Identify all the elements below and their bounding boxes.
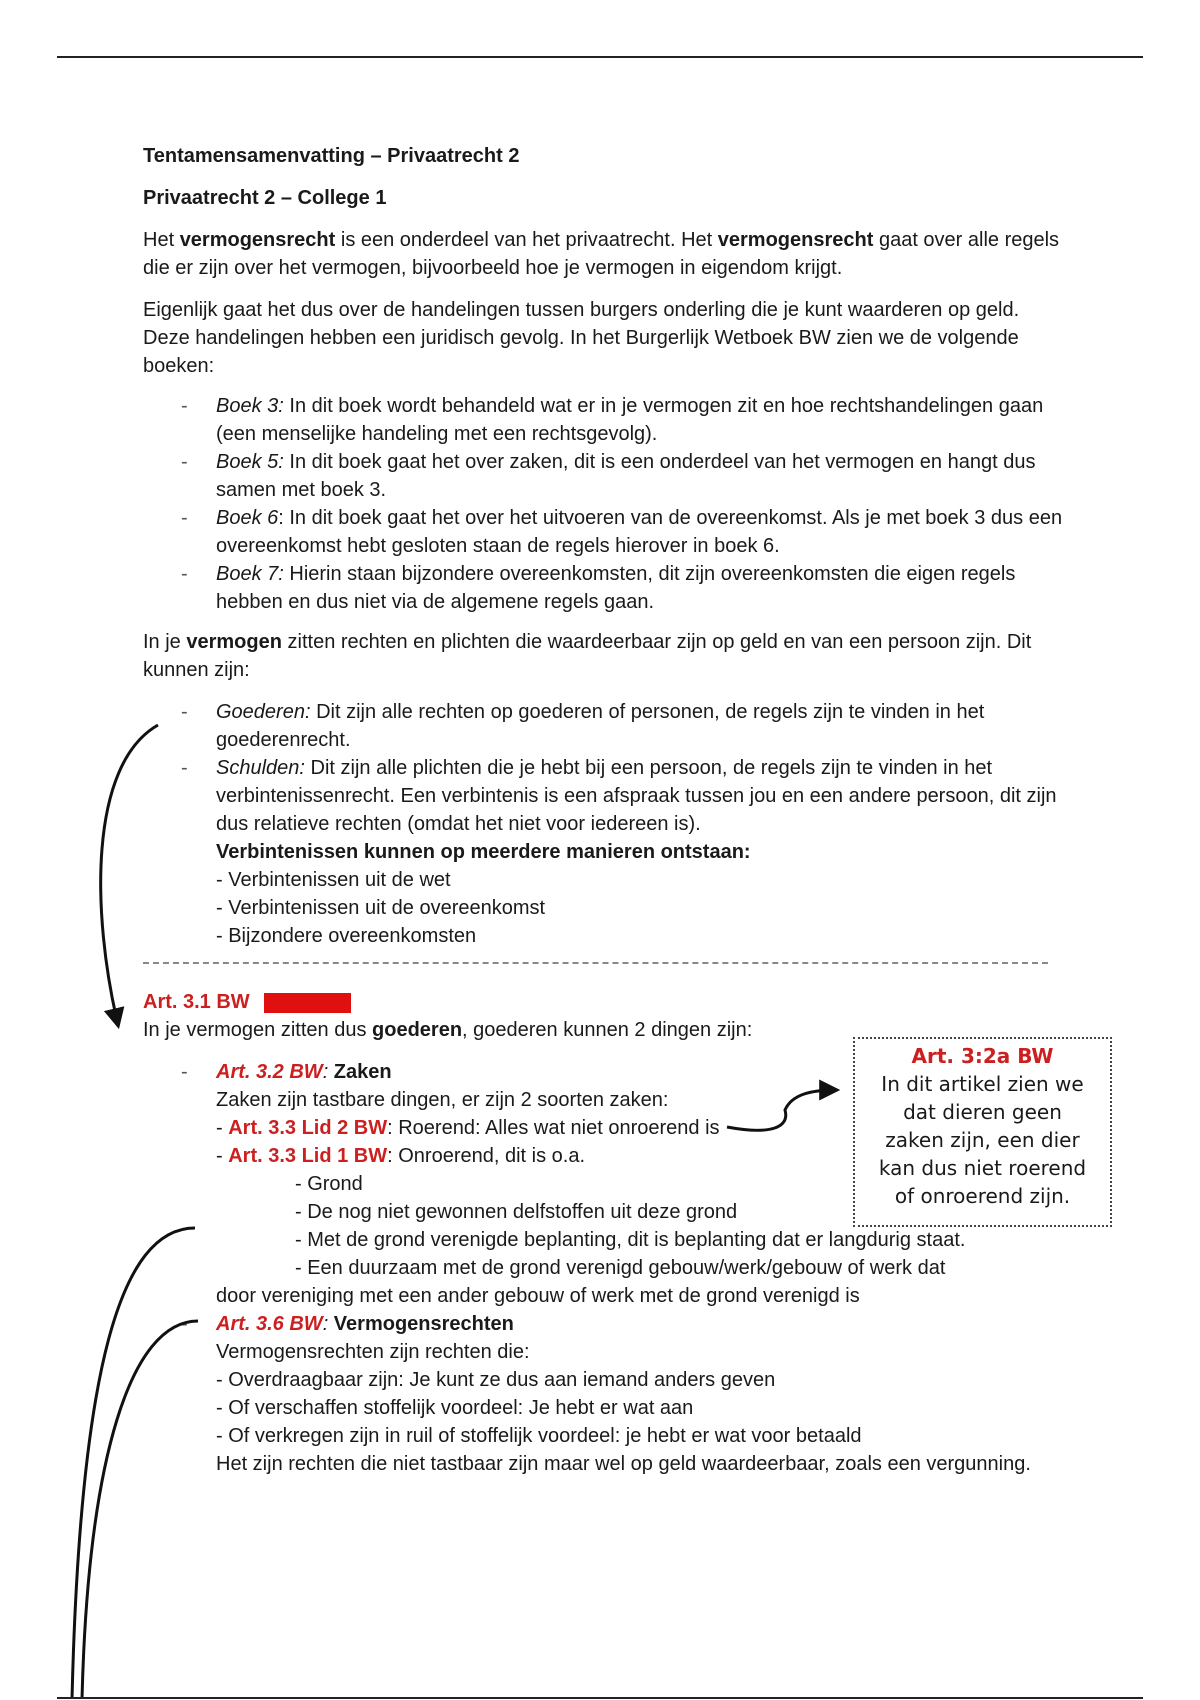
schulden-item: - Schulden: Dit zijn alle plichten die je hebt bij een persoon, de regels zijn te vinden in het verbintenissenrecht. Een verbintenis is een afspraak tussen jou en een andere persoon, dit zijn dus relatieve rechten (omdat het niet voor iedereen is). Verbintenissen kunnen op meerdere manieren ontstaan: - Verbintenissen uit de wet - Verbintenissen uit de overeenkomst - Bijzondere overeenkomsten	[143, 754, 1063, 950]
roerend-line: - Art. 3.3 Lid 2 BW: Roerend: Alles wat niet onroerend is	[216, 1117, 720, 1139]
arrow-goederen-to-art31	[101, 725, 158, 1025]
callout-title: Art. 3:2a BW	[911, 1044, 1054, 1068]
zaken-item: - Art. 3.2 BW: Zaken Zaken zijn tastbare dingen, er zijn 2 soorten zaken: - Art. 3.3 Lid 2 BW: Roerend: Alles wat niet onroerend is - Art. 3.3 Lid 1 BW: Onroerend, dit is o.a. - Grond - De nog niet gewonnen delfstoffen uit deze grond - Met de grond verenigde beplanting, dit is beplanting dat er langdurig staat. - Een duurzaam met de grond verenigd gebouw/werk/gebouw of werk dat door vereniging met een ander gebouw of werk met de grond verenigd is	[143, 1058, 1063, 1310]
footer-rule	[57, 1697, 1143, 1699]
bracket-curve-upper	[72, 1228, 195, 1699]
section-title: Privaatrecht 2 – College 1	[143, 187, 387, 209]
list-item: - Een duurzaam met de grond verenigd gebouw/werk/gebouw of werk dat	[295, 1257, 946, 1279]
vermogen-paragraph: In je vermogen zitten rechten en plichten die waardeerbaar zijn op geld en van een persoon zijn. Dit kunnen zijn:	[143, 631, 1032, 681]
callout-line: dat dieren geen	[903, 1100, 1062, 1124]
vermogensrechten-intro: Vermogensrechten zijn rechten die:	[216, 1341, 530, 1363]
onroerend-line: - Art. 3.3 Lid 1 BW: Onroerend, dit is o.a.	[216, 1145, 586, 1167]
verbintenissen-heading: Verbintenissen kunnen op meerdere manieren ontstaan:	[216, 841, 751, 863]
list-item: - Met de grond verenigde beplanting, dit is beplanting dat er langdurig staat.	[295, 1229, 966, 1251]
list-item: - Of verkregen zijn in ruil of stoffelijk voordeel: je hebt er wat voor betaald	[216, 1425, 862, 1447]
callout-line: zaken zijn, een dier	[885, 1128, 1080, 1152]
zaken-intro: Zaken zijn tastbare dingen, er zijn 2 soorten zaken:	[216, 1089, 669, 1111]
callout-line: of onroerend zijn.	[894, 1184, 1071, 1208]
list-item: - Boek 7: Hierin staan bijzondere overeenkomsten, dit zijn overeenkomsten die eigen regels hebben en dus niet via de algemene regels gaan.	[143, 560, 1063, 616]
list-item: - Grond	[295, 1173, 363, 1195]
list-item: - Of verschaffen stoffelijk voordeel: Je hebt er wat aan	[216, 1397, 694, 1419]
vermogensrechten-outro: Het zijn rechten die niet tastbaar zijn maar wel op geld waardeerbaar, zoals een vergunning.	[216, 1453, 1031, 1475]
list-item: - Overdraagbaar zijn: Je kunt ze dus aan iemand anders geven	[216, 1369, 776, 1391]
list-item: - Boek 3: In dit boek wordt behandeld wat er in je vermogen zit en hoe rechtshandelingen gaan (een menselijke handeling met een rechtsgevolg).	[143, 392, 1063, 448]
list-item: - Verbintenissen uit de wet	[216, 869, 451, 891]
list-item: - Boek 5: In dit boek gaat het over zaken, dit is een onderdeel van het vermogen en hangt dus samen met boek 3.	[143, 448, 1063, 504]
list-item: - Verbintenissen uit de overeenkomst	[216, 897, 546, 919]
goederen-line: In je vermogen zitten dus goederen, goederen kunnen 2 dingen zijn:	[143, 1019, 753, 1041]
list-item: - Bijzondere overeenkomsten	[216, 925, 477, 947]
list-item: - Boek 6: In dit boek gaat het over het uitvoeren van de overeenkomst. Als je met boek 3 dus een overeenkomst hebt gesloten staan de regels hierover in boek 6.	[143, 504, 1063, 560]
bw-paragraph: Eigenlijk gaat het dus over de handelingen tussen burgers onderling die je kunt waarderen op geld. Deze handelingen hebben een juridisch gevolg. In het Burgerlijk Wetboek BW zien we de volgende boeken:	[143, 299, 1020, 377]
intro-paragraph: Het vermogensrecht is een onderdeel van het privaatrecht. Het vermogensrecht gaat over alle regels die er zijn over het vermogen, bijvoorbeeld hoe je vermogen in eigendom krijgt.	[143, 229, 1060, 279]
callout-line: kan dus niet roerend	[878, 1156, 1087, 1180]
arrow-zaken-to-callout	[727, 1090, 836, 1130]
list-item: - De nog niet gewonnen delfstoffen uit deze grond	[295, 1201, 738, 1223]
callout-line: In dit artikel zien we	[881, 1072, 1084, 1096]
goederen-item: - Goederen: Dit zijn alle rechten op goederen of personen, de regels zijn te vinden in het goederenrecht.	[143, 698, 1063, 754]
document-title: Tentamensamenvatting – Privaatrecht 2	[143, 145, 520, 167]
art-3-1-heading: Art. 3.1 BW	[143, 988, 1063, 1016]
vermogensrechten-item: - Art. 3.6 BW: Vermogensrechten Vermogensrechten zijn rechten die: - Overdraagbaar zijn: Je kunt ze dus aan iemand anders geven - Of verschaffen stoffelijk voordeel: Je hebt er wat aan - Of verkregen zijn in ruil of stoffelijk voordeel: je hebt er wat voor betaald Het zijn rechten die niet tastbaar zijn maar wel op geld waardeerbaar, zoals een vergunning.	[143, 1310, 1063, 1478]
onroerend-continuation: door vereniging met een ander gebouw of werk met de grond verenigd is	[216, 1285, 860, 1307]
